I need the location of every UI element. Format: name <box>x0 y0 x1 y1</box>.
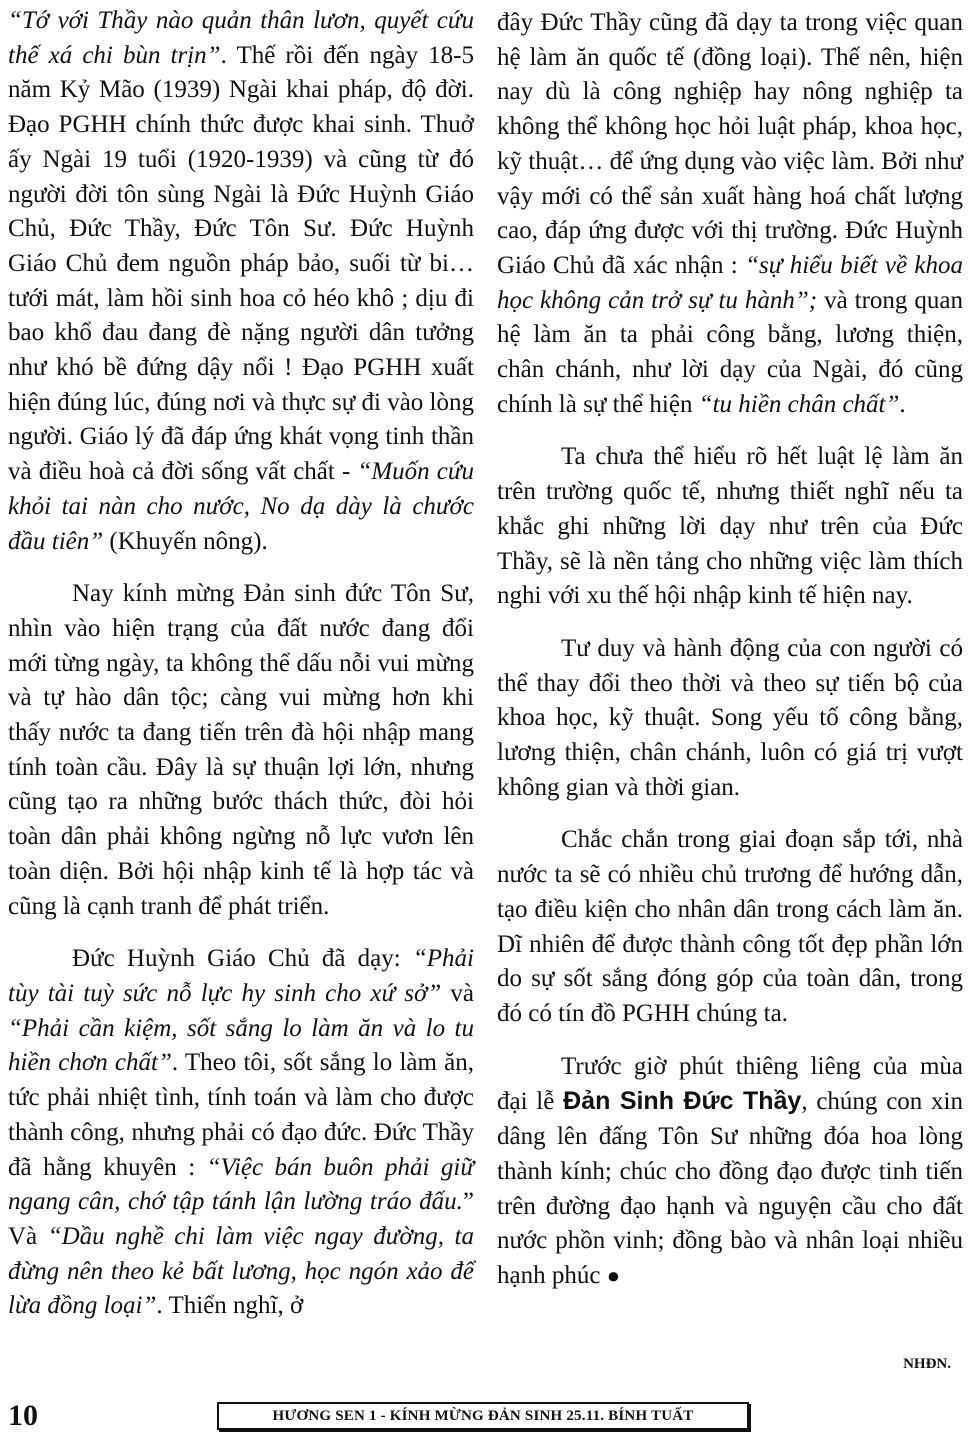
paragraph-6 <box>497 632 963 806</box>
body-text: . <box>899 390 906 418</box>
quote-text: “Phải tùy tài tuỳ sức nỗ lực hy sinh cho xứ sở” <box>8 945 474 1007</box>
body-text: và <box>441 979 475 1007</box>
paragraph-4 <box>497 6 963 422</box>
paragraph-3 <box>8 942 474 1324</box>
body-text: Ta chưa thể hiểu rõ hết luật lệ làm ăn trên trường quốc tế, nhưng thiết nghĩ nếu ta khắc ghi những lời dạy như trên của Đức Thầy, sẽ là nền tảng cho những việc làm thích nghi với xu thế hội nhập kinh tế hiện nay. <box>497 443 963 610</box>
quote-text: “Tớ với Thầy nào quản thân lươn, quyết cứu thế xá chi bùn trịn” <box>8 7 474 69</box>
body-text: ” Và <box>8 1188 474 1250</box>
author-signature: NHĐN. <box>903 1356 951 1372</box>
body-text: . Thiển nghĩ, ở <box>156 1292 304 1320</box>
paragraph-2 <box>8 577 474 924</box>
body-text: (Khuyến nông). <box>103 527 268 555</box>
quote-text: “sự hiểu biết về khoa học không cản trở sự tu hành”; <box>497 251 963 314</box>
footer-title: HƯƠNG SEN 1 - KÍNH MỪNG ĐẢN SINH 25.11. BÍNH TUẤT <box>272 1407 694 1424</box>
quote-text: “Muốn cứu khỏi tai nàn cho nước, No dạ dày là chước đầu tiên” <box>8 458 475 555</box>
body-text: . Thế rồi đến ngày 18-5 năm Kỷ Mão (1939) Ngài khai pháp, độ đời. Đạo PGHH chính thức được khai sinh. Thuở ấy Ngài 19 tuổi (1920-1939) và cũng từ đó người đời tôn sùng Ngài là Đức Huỳnh Giáo Chủ, Đức Thầy, Đức Tôn Sư. Đức Huỳnh Giáo Chủ đem nguồn pháp bảo, suối từ bi… tưới mát, làm hồi sinh hoa cỏ héo khô ; dịu đi bao khổ đau đang đè nặng người dân tưởng như khó bề đứng dậy nổi ! Đạo PGHH xuất hiện đúng lúc, đúng nơi và thực sự đi vào lòng người. Giáo lý đã đáp ứng khát vọng tinh thần và điều hoà cả đời sống vất chất - <box>8 41 474 486</box>
paragraph-1 <box>8 4 474 559</box>
footer-banner <box>217 1402 749 1430</box>
paragraph-8 <box>497 1050 963 1294</box>
body-text: Nay kính mừng Đản sinh đức Tôn Sư, nhìn vào hiện trạng của đất nước đang đổi mới từng ngày, ta không thể dấu nỗi vui mừng và tự hào dân tộc; càng vui mừng hơn khi thấy nước ta đang tiến trên đà hội nhập mang tính toàn cầu. Đây là sự thuận lợi lớn, nhưng cũng tạo ra những bước thách thức, đòi hỏi toàn dân phải không ngừng nỗ lực vươn lên toàn diện. Bởi hội nhập kinh tế là hợp tác và cũng là cạnh tranh để phát triển. <box>8 580 474 920</box>
paragraph-5 <box>497 440 963 614</box>
quote-text: “tu hiền chân chất” <box>698 390 900 418</box>
emphasis-text: Đản Sinh Đức Thầy <box>563 1087 802 1116</box>
body-text: Đức Huỳnh Giáo Chủ đã dạy: <box>72 945 413 973</box>
article-right-column <box>497 6 963 1294</box>
quote-text: “Việc bán buôn phải giữ ngang cân, chớ tập tánh lận lường tráo đấu. <box>8 1153 474 1216</box>
paragraph-7 <box>497 823 963 1031</box>
body-text: Tư duy và hành động của con người có thể thay đổi theo thời và theo sự tiến bộ của khoa học, kỹ thuật. Song yếu tố công bằng, lương thiện, chân chánh, luôn có giá trị vượt không gian và thời gian. <box>497 634 963 801</box>
end-bullet-icon: ● <box>606 1262 620 1288</box>
body-text: đây Đức Thầy cũng đã dạy ta trong việc quan hệ làm ăn quốc tế (đồng loại). Thế nên, hiện nay dù là công nghiệp hay nông nghiệp ta không thể không học hỏi luật pháp, khoa học, kỹ thuật… để ứng dụng vào việc làm. Bởi như vậy mới có thể sản xuất hàng hoá chất lượng cao, đáp ứng được với thị trường. Đức Huỳnh Giáo Chủ đã xác nhận : <box>497 9 963 279</box>
body-text: . Theo tôi, sốt sắng lo làm ăn, tức phải nhiệt tình, tính toán và làm cho được thành công, nhưng phải có đạo đức. Đức Thầy đã hằng khuyên : <box>8 1049 474 1181</box>
page-number: 10 <box>8 1399 38 1432</box>
body-text: và trong quan hệ làm ăn ta phải công bằng, lương thiện, chân chánh, như lời dạy của Ngài, đó cũng chính là sự thể hiện <box>497 286 963 418</box>
quote-text: “Dầu nghề chi làm việc ngay đường, ta đừng nên theo kẻ bất lương, học ngón xảo để lừa đồng loại” <box>8 1222 474 1320</box>
article-left-column <box>8 4 474 1324</box>
body-text: Chắc chắn trong giai đoạn sắp tới, nhà nước ta sẽ có nhiều chủ trương để hướng dẫn, tạo điều kiện cho nhân dân trong cách làm ăn. Dĩ nhiên để được thành công tốt đẹp phần lớn do sự sốt sắng đóng góp của toàn dân, trong đó có tín đồ PGHH chúng ta. <box>497 826 963 1027</box>
body-text: , chúng con xin dâng lên đấng Tôn Sư những đóa hoa lòng thành kính; chúc cho đồng đạo được tinh tiến trên đường đạo hạnh và nguyện cầu cho đất nước phồn vinh; đồng bào và nhân loại nhiều hạnh phúc <box>497 1088 963 1289</box>
body-text: Trước giờ phút thiêng liêng của mùa đại lễ <box>497 1052 963 1116</box>
quote-text: “Phải cần kiệm, sốt sắng lo làm ăn và lo tu hiền chơn chất” <box>8 1014 474 1077</box>
